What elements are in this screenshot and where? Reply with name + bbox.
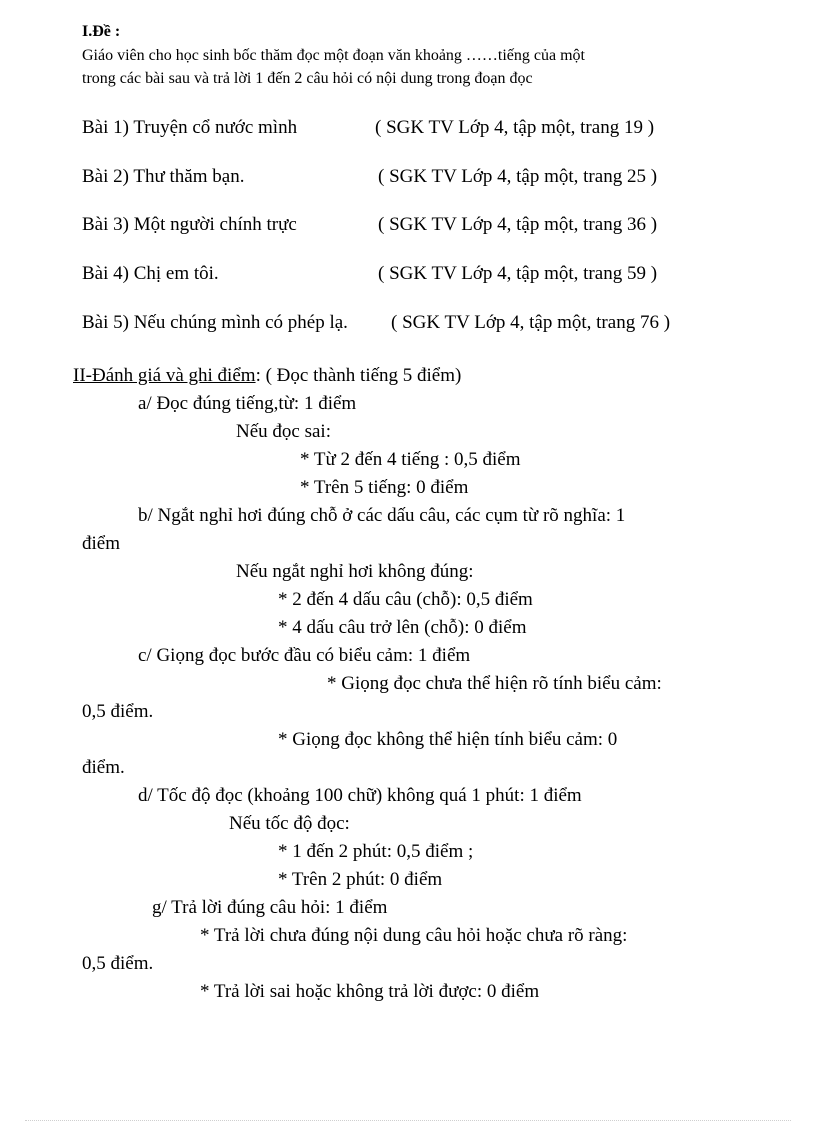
criterion-c-item-cont: 0,5 điểm. xyxy=(82,701,154,722)
criterion-c-item: * Giọng đọc không thể hiện tính biểu cảm: 0 xyxy=(278,729,618,750)
evaluation-heading-text: II-Đánh giá và ghi điểm xyxy=(73,365,256,386)
page-bottom-border xyxy=(25,1120,791,1121)
criterion-b-item: * 4 dấu câu trở lên (chỗ): 0 điểm xyxy=(278,617,527,638)
criterion-b-label-cont: điểm xyxy=(82,533,120,554)
lesson-title: Bài 4) Chị em tôi. xyxy=(82,263,219,284)
criterion-c-label: c/ Giọng đọc bước đầu có biểu cảm: 1 điểm xyxy=(138,645,471,666)
lesson-title: Bài 2) Thư thăm bạn. xyxy=(82,166,245,187)
criterion-d-item: * 1 đến 2 phút: 0,5 điểm ; xyxy=(278,841,474,862)
criterion-g-item-cont: 0,5 điểm. xyxy=(82,953,154,974)
criterion-c-item: * Giọng đọc chưa thể hiện rõ tính biểu cảm: xyxy=(327,673,662,694)
criterion-a-item: * Trên 5 tiếng: 0 điểm xyxy=(300,477,469,498)
criterion-a-item: * Từ 2 đến 4 tiếng : 0,5 điểm xyxy=(300,449,521,470)
criterion-c-item-cont: điểm. xyxy=(82,757,125,778)
criterion-g-item: * Trả lời sai hoặc không trả lời được: 0 điểm xyxy=(200,981,540,1002)
lesson-title: Bài 5) Nếu chúng mình có phép lạ. xyxy=(82,312,348,333)
lesson-title: Bài 1) Truyện cổ nước mình xyxy=(82,117,298,138)
criterion-b-label-text: b/ Ngắt nghỉ hơi đúng chỗ ở các dấu câu, các cụm từ rõ nghĩa: 1 xyxy=(138,505,626,526)
intro-line-1: Giáo viên cho học sinh bốc thăm đọc một đoạn văn khoảng ……tiếng của một xyxy=(82,47,585,64)
criterion-b-sub: Nếu ngắt nghỉ hơi không đúng: xyxy=(236,561,474,582)
lesson-source: ( SGK TV Lớp 4, tập một, trang 25 ) xyxy=(378,166,658,187)
criterion-d-label: d/ Tốc độ đọc (khoảng 100 chữ) không quá 1 phút: 1 điểm xyxy=(138,785,582,806)
lesson-source: ( SGK TV Lớp 4, tập một, trang 59 ) xyxy=(378,263,658,284)
intro-line-2: trong các bài sau và trả lời 1 đến 2 câu hỏi có nội dung trong đoạn đọc xyxy=(82,70,533,87)
criterion-d-item: * Trên 2 phút: 0 điểm xyxy=(278,869,443,890)
criterion-g-item: * Trả lời chưa đúng nội dung câu hỏi hoặc chưa rõ ràng: xyxy=(200,925,628,946)
evaluation-heading-suffix: : ( Đọc thành tiếng 5 điểm) xyxy=(255,365,462,386)
section-heading-evaluation xyxy=(73,365,461,387)
lesson-source: ( SGK TV Lớp 4, tập một, trang 36 ) xyxy=(378,214,658,235)
criterion-a-label: a/ Đọc đúng tiếng,từ: 1 điểm xyxy=(138,393,357,414)
criterion-b-item: * 2 đến 4 dấu câu (chỗ): 0,5 điểm xyxy=(278,589,533,610)
criterion-d-sub: Nếu tốc độ đọc: xyxy=(229,813,350,834)
criterion-a-sub: Nếu đọc sai: xyxy=(236,421,331,442)
lesson-title: Bài 3) Một người chính trực xyxy=(82,214,297,235)
section-heading-de: I.Đề : xyxy=(82,23,121,40)
criterion-b-label xyxy=(138,505,750,527)
lesson-source: ( SGK TV Lớp 4, tập một, trang 19 ) xyxy=(375,117,655,138)
criterion-g-label: g/ Trả lời đúng câu hỏi: 1 điểm xyxy=(152,897,388,918)
lesson-source: ( SGK TV Lớp 4, tập một, trang 76 ) xyxy=(391,312,671,333)
